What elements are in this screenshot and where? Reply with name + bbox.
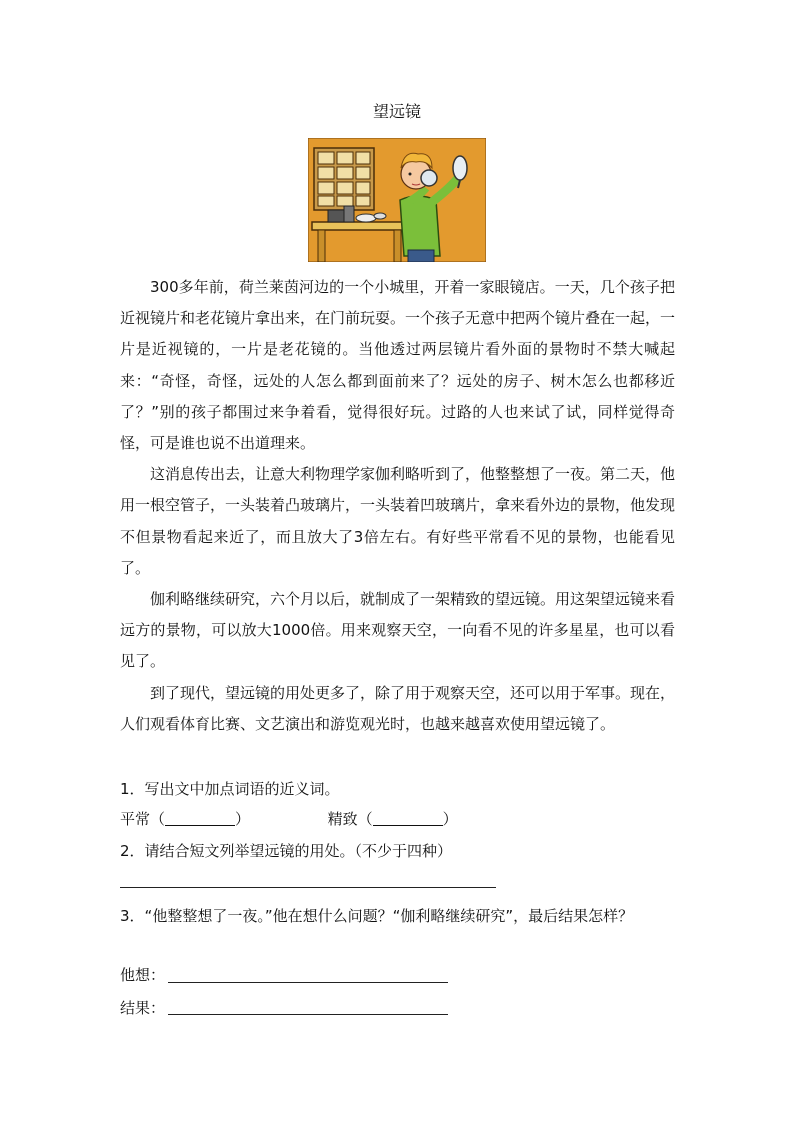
question-1-blanks xyxy=(120,808,458,830)
page-title: 望远镜 xyxy=(372,102,421,121)
q1-answer-blank-2[interactable] xyxy=(373,811,443,826)
paragraph-2: 这消息传出去，让意大利物理学家伽利略听到了，他整整想了一夜。第二天，他用一根空管子，一头装着凸玻璃片，一头装着凹玻璃片，拿来看外边的景物，他发现不但景物看起来近了，而且放大了3倍左右。有好些平常看不见的景物，也能看见了。 xyxy=(120,465,676,577)
q3-result-label: 结果： xyxy=(120,999,166,1017)
q2-answer-line[interactable] xyxy=(120,887,496,888)
q1-answer-blank-1[interactable] xyxy=(165,811,235,826)
q1-word-1: 平常（ xyxy=(120,810,166,828)
paragraph-1: 300多年前，荷兰莱茵河边的一个小城里，开着一家眼镜店。一天，几个孩子把近视镜片和老花镜片拿出来，在门前玩耍。一个孩子无意中把两个镜片叠在一起，一片是近视镜的，一片是老花镜的。当他透过两层镜片看外面的景物时不禁大喊起来：“奇怪，奇怪，远处的人怎么都到面前来了？远处的房子、树木怎么也都移近了？”别的孩子都围过来争着看，觉得很好玩。过路的人也来试了试，同样觉得奇怪，可是谁也说不出道理来。 xyxy=(120,278,676,453)
question-2: 2．请结合短文列举望远镜的用处。（不少于四种） xyxy=(120,842,453,860)
q3-think-label: 他想： xyxy=(120,966,166,984)
q1-word-2: 精致（ xyxy=(327,810,373,828)
q3-result-answer-line[interactable] xyxy=(168,1014,448,1015)
question-3: 3．“他整整想了一夜。”他在想什么问题？“伽利略继续研究”，最后结果怎样？ xyxy=(120,907,634,925)
paragraph-3: 伽利略继续研究，六个月以后，就制成了一架精致的望远镜。用这架望远镜来看远方的景物，可以放大1000倍。用来观察天空，一向看不见的许多星星，也可以看见了。 xyxy=(120,590,676,671)
paragraph-4: 到了现代，望远镜的用处更多了，除了用于观察天空，还可以用于军事。现在，人们观看体育比赛、文艺演出和游览观光时，也越来越喜欢使用望远镜了。 xyxy=(120,683,676,733)
q3-think-answer-line[interactable] xyxy=(168,982,448,983)
q1-close-paren-1: ） xyxy=(235,810,251,828)
article-body xyxy=(120,272,675,740)
q1-close-paren-2: ） xyxy=(442,810,458,828)
telescope-lens-illustration xyxy=(308,138,486,262)
question-1: 1．写出文中加点词语的近义词。 xyxy=(120,780,340,798)
